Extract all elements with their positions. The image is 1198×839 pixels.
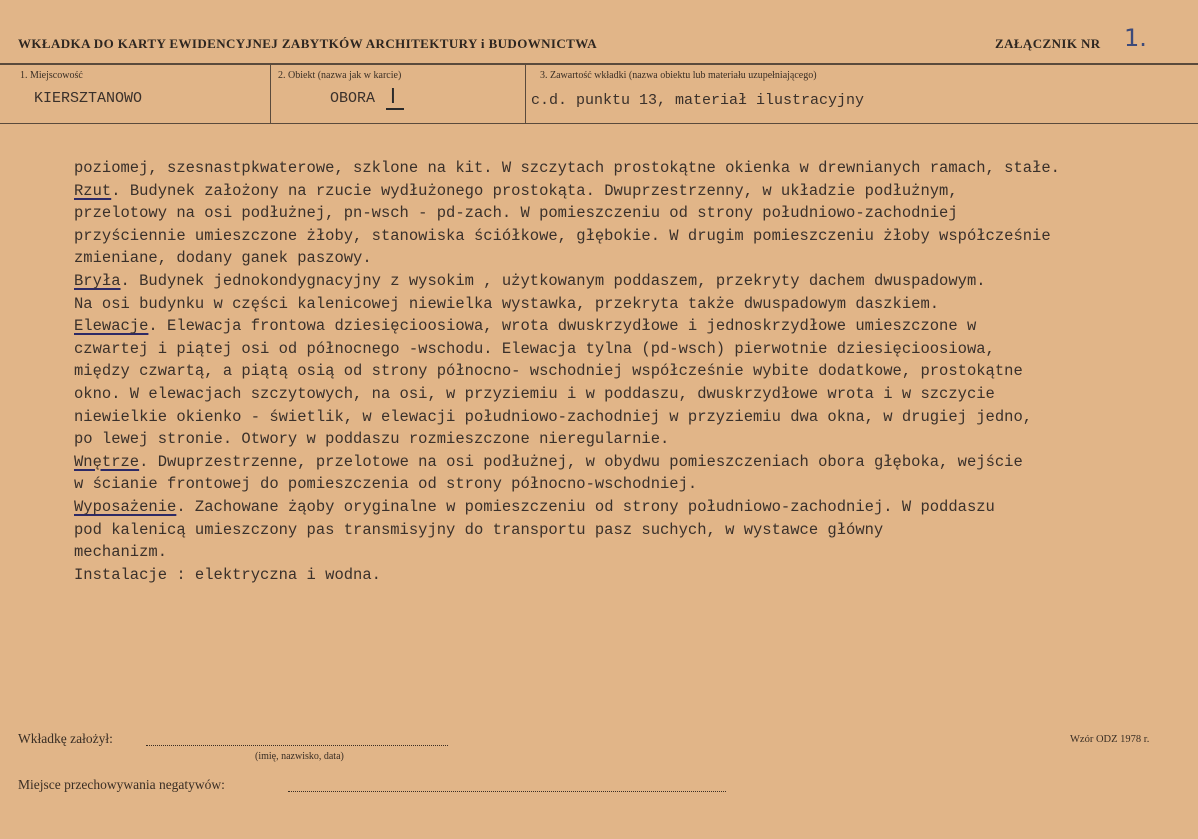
text-line: [74, 360, 1154, 383]
text-segment: . Zachowane żąoby oryginalne w pomieszczeniu od strony południowo-zachodniej. W poddaszu: [176, 497, 995, 516]
text-segment: między czwartą, a piątą osią od strony północno- wschodniej współcześnie wybite dodatkowe, prostokątne: [74, 362, 1023, 381]
text-segment: . Dwuprzestrzenne, przelotowe na osi podłużnej, w obydwu pomieszczeniach obora głęboka, wejście: [139, 452, 1023, 471]
text-line: [74, 541, 1154, 564]
field-divider-2: [525, 64, 526, 123]
text-segment: Na osi budynku w części kalenicowej niewielka wystawka, przekryta także dwuspadowym daszkiem.: [74, 294, 940, 313]
text-segment: . Budynek założony na rzucie wydłużonego prostokąta. Dwuprzestrzenny, w układzie podłużnym,: [111, 181, 958, 200]
text-line: [74, 428, 1154, 451]
text-line: [74, 451, 1154, 474]
form-id: Wzór ODZ 1978 r.: [1070, 734, 1150, 745]
section-heading: Bryła: [74, 271, 121, 290]
text-segment: . Elewacja frontowa dziesięcioosiowa, wrota dwuskrzydłowe i jednoskrzydłowe umieszczone w: [148, 317, 977, 336]
text-line: [74, 270, 1154, 293]
text-line: [74, 406, 1154, 429]
created-by-line: [146, 745, 448, 746]
text-line: [74, 496, 1154, 519]
created-by-label: Wkładkę założył:: [18, 731, 113, 746]
annex-number: 1.: [1124, 24, 1147, 52]
text-line: [74, 157, 1154, 180]
field-divider-1: [270, 64, 271, 123]
text-segment: po lewej stronie. Otwory w poddaszu rozmieszczone nieregularnie.: [74, 430, 670, 449]
text-segment: poziomej, szesnastpkwaterowe, szklone na kit. W szczytach prostokątne okienka w drewnianych ramach, stałe.: [74, 159, 1060, 177]
text-segment: okno. W elewacjach szczytowych, na osi, w przyziemiu i w poddaszu, dwuskrzydłowe wrota i w szczycie: [74, 384, 995, 403]
text-segment: przelotowy na osi podłużnej, pn-wsch - pd-zach. W pomieszczeniu od strony południowo-zachodniej: [74, 204, 958, 223]
section-heading: Elewacje: [74, 317, 149, 336]
object-label: 2. Obiekt (nazwa jak w karcie): [278, 70, 402, 81]
text-line: [74, 225, 1154, 248]
text-segment: Instalacje : elektryczna i wodna.: [74, 565, 381, 584]
place-value: KIERSZTANOWO: [34, 90, 143, 107]
text-line: [74, 383, 1154, 406]
object-number: I: [390, 84, 396, 108]
text-segment: czwartej i piątej osi od północnego -wschodu. Elewacja tylna (pd-wsch) pierwotnie dziesięcioosiowa,: [74, 339, 995, 358]
text-line: [74, 473, 1154, 496]
object-value: OBORA: [330, 90, 376, 107]
text-line: [74, 293, 1154, 316]
created-by-hint: (imię, nazwisko, data): [255, 751, 344, 762]
text-line: [74, 564, 1154, 587]
negatives-label: Miejsce przechowywania negatywów:: [18, 777, 225, 792]
section-heading: Wnętrze: [74, 452, 140, 471]
section-heading: Rzut: [74, 181, 112, 200]
text-segment: niewielkie okienko - świetlik, w elewacji południowo-zachodniej w przyziemiu dwa okna, w drugiej jedno,: [74, 407, 1033, 426]
header-rule-top: [0, 63, 1198, 65]
text-line: [74, 247, 1154, 270]
text-segment: . Budynek jednokondygnacyjny z wysokim , użytkowanym poddaszem, przekryty dachem dwuspadowym.: [120, 271, 986, 290]
place-label: 1. Miejscowość: [20, 70, 83, 81]
text-segment: przyściennie umieszczone żłoby, stanowiska ściółkowe, głębokie. W drugim pomieszczeniu żłoby współcześnie: [74, 226, 1051, 245]
text-line: [74, 519, 1154, 542]
text-line: [74, 338, 1154, 361]
description-text: [74, 157, 1154, 586]
section-heading: Wyposażenie: [74, 497, 177, 516]
text-line: [74, 202, 1154, 225]
content-label: 3. Zawartość wkładki (nazwa obiektu lub materiału uzupełniającego): [540, 70, 817, 81]
card-title: WKŁADKA DO KARTY EWIDENCYJNEJ ZABYTKÓW ARCHITEKTURY i BUDOWNICTWA: [18, 36, 597, 51]
annex-label: ZAŁĄCZNIK NR: [995, 36, 1101, 51]
text-line: [74, 315, 1154, 338]
negatives-line: [288, 791, 726, 792]
text-segment: w ścianie frontowej do pomieszczenia od strony północno-wschodniej.: [74, 475, 698, 494]
text-line: [74, 180, 1154, 203]
text-segment: zmieniane, dodany ganek paszowy.: [74, 249, 372, 268]
content-value: c.d. punktu 13, materiał ilustracyjny: [531, 92, 865, 109]
header-rule-bottom: [0, 123, 1198, 124]
text-segment: mechanizm.: [74, 543, 168, 562]
text-segment: pod kalenicą umieszczony pas transmisyjny do transportu pasz suchych, w wystawce główny: [74, 520, 884, 539]
object-number-underline: [386, 108, 404, 110]
